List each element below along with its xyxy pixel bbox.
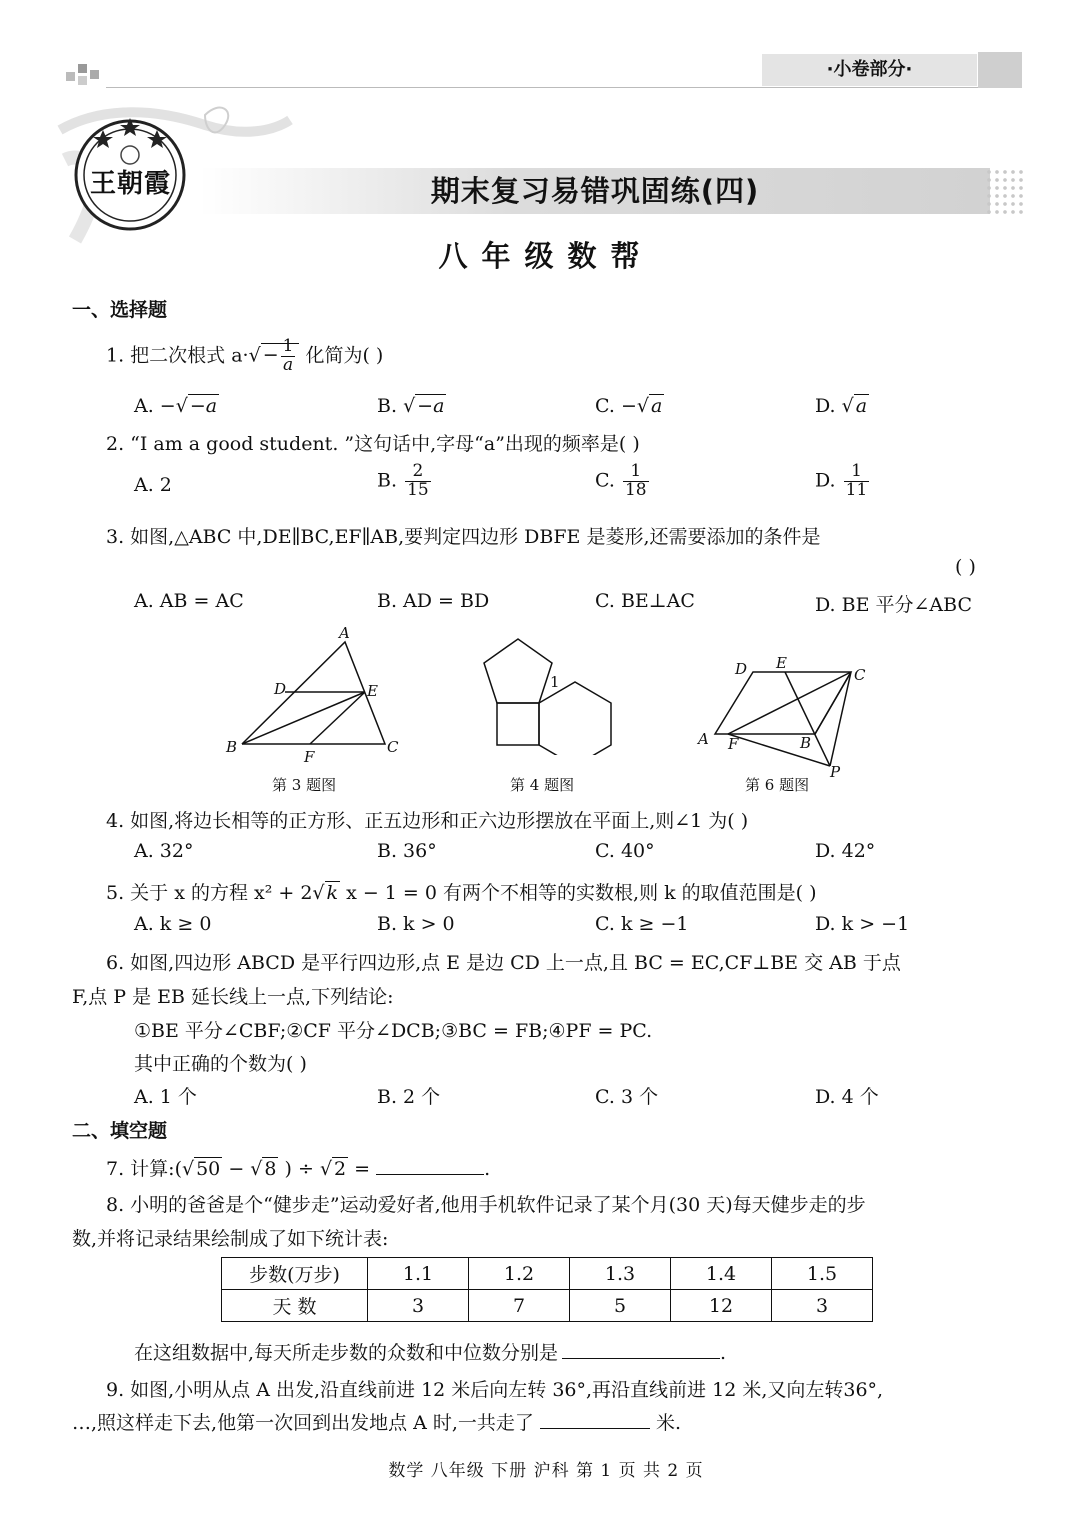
q2-option-d[interactable]: D. $\frac{1}{11}$ [815,461,868,500]
q5-option-a[interactable]: A. k ≥ 0 [134,913,212,935]
q3-option-b[interactable]: B. AD = BD [377,590,490,612]
question-8-ask: 在这组数据中,每天所走步数的众数和中位数分别是 . [134,1342,727,1364]
q5-option-d[interactable]: D. k > −1 [815,913,910,935]
figure-6-caption: 第 6 题图 [745,776,810,794]
q1-option-d[interactable]: D. √ a [815,395,868,417]
figure-4 [470,625,620,755]
figure-4-caption: 第 4 题图 [510,776,575,794]
section-heading-choice: 一、选择题 [72,299,168,321]
fig6-label-p: P [830,763,841,781]
figure-6 [695,652,885,782]
fig3-label-d: D [274,680,287,698]
fig3-label-f: F [304,748,315,766]
q9-answer-blank[interactable] [540,1410,650,1429]
question-8-line-2: 数,并将记录结果绘制成了如下统计表: [72,1228,389,1250]
q1-option-a[interactable]: A. −√ −a [134,395,218,417]
q4-option-c[interactable]: C. 40° [595,840,655,862]
question-3: 3. 如图,△ABC 中,DE∥BC,EF∥AB,要判定四边形 DBFE 是菱形,还需要添加的条件是 [106,526,821,548]
q1-text: 1. 把二次根式 a· [106,344,249,367]
q6-option-c[interactable]: C. 3 个 [595,1086,659,1108]
page-footer: 数学 八年级 下册 沪科 第 1 页 共 2 页 [388,1461,704,1481]
figure-3-caption: 第 3 题图 [272,776,337,794]
fig3-label-a: A [339,624,350,642]
question-4: 4. 如图,将边长相等的正方形、正五边形和正六边形摆放在平面上,则∠1 为( ) [106,810,749,832]
fig3-label-e: E [367,682,378,700]
banner-dots-decoration [985,168,1025,214]
question-1: 1. 把二次根式 a·√ − $\frac{1}{a}$ 化简为( ) [106,336,384,375]
fig3-label-c: C [387,738,399,756]
steps-table [221,1257,873,1322]
question-7: 7. 计算:(√ 50 − √ 8 ) ÷ √ 2 = . [106,1158,491,1180]
page-title: 期末复习易错巩固练(四) [430,174,760,208]
q5-option-c[interactable]: C. k ≥ −1 [595,913,689,935]
question-6-line-2: F,点 P 是 EB 延长线上一点,下列结论: [72,986,394,1008]
q3-option-a[interactable]: A. AB = AC [134,590,244,612]
q3-answer-paren: ( ) [955,556,976,578]
q8-answer-blank[interactable] [562,1340,720,1359]
q6-option-d[interactable]: D. 4 个 [815,1086,879,1108]
header-tab-block [978,52,1022,88]
fig6-label-b: B [800,734,812,752]
fig4-angle-label: 1 [550,673,560,691]
fig6-label-d: D [735,660,748,678]
question-8-line-1: 8. 小明的爸爸是个“健步走”运动爱好者,他用手机软件记录了某个月(30 天)每天健步走的步 [106,1194,866,1216]
q4-option-b[interactable]: B. 36° [377,840,437,862]
q2-option-a[interactable]: A. 2 [134,474,172,496]
q7-answer-blank[interactable] [376,1156,484,1175]
fig6-label-c: C [854,666,866,684]
question-9-line-2: …,照这样走下去,他第一次回到出发地点 A 时,一共走了 米. [72,1412,682,1434]
fig6-label-a: A [698,730,709,748]
question-9-line-1: 9. 如图,小明从点 A 出发,沿直线前进 12 米后向左转 36°,再沿直线前进 12 米,又向左转36°, [106,1379,884,1401]
fig6-label-f: F [728,735,739,753]
figure-3 [220,620,410,770]
question-6-line-1: 6. 如图,四边形 ABCD 是平行四边形,点 E 是边 CD 上一点,且 BC = EC,CF⊥BE 交 AB 于点 [106,952,901,974]
q5-option-b[interactable]: B. k > 0 [377,913,455,935]
table-row: 天 数 3 7 5 12 3 [222,1290,873,1322]
q2-option-c[interactable]: C. $\frac{1}{18}$ [595,461,647,500]
brand-logo-text: 王朝霞 [90,169,172,199]
question-6-prompt: 其中正确的个数为( ) [134,1053,307,1075]
sqrt-icon: √ [248,344,261,367]
q6-option-a[interactable]: A. 1 个 [134,1086,197,1108]
corner-dots-decoration [66,64,106,86]
fig6-label-e: E [776,654,787,672]
question-6-statements: ①BE 平分∠CBF;②CF 平分∠DCB;③BC = FB;④PF = PC. [134,1020,653,1042]
question-5: 5. 关于 x 的方程 x² + 2√ k x − 1 = 0 有两个不相等的实数根,则 k 的取值范围是( ) [106,882,817,904]
q2-option-b[interactable]: B. $\frac{2}{15}$ [377,461,429,500]
sqrt-icon: √ [312,882,325,904]
fig3-label-b: B [226,738,238,756]
section-tag: ·小卷部分· [762,54,977,86]
q4-option-a[interactable]: A. 32° [134,840,194,862]
q3-option-d[interactable]: D. BE 平分∠ABC [815,594,973,616]
q1-tail: 化简为( ) [305,344,384,367]
q3-option-c[interactable]: C. BE⊥AC [595,590,695,612]
page-subtitle: 八年级数帮 [438,239,654,273]
q6-option-b[interactable]: B. 2 个 [377,1086,441,1108]
question-2: 2. “I am a good student. ”这句话中,字母“a”出现的频率是( ) [106,433,640,455]
q1-option-b[interactable]: B. √ −a [377,395,445,417]
table-row: 步数(万步) 1.1 1.2 1.3 1.4 1.5 [222,1258,873,1290]
section-heading-fill: 二、填空题 [72,1120,168,1142]
q1-option-c[interactable]: C. −√ a [595,395,663,417]
header-rule [106,87,1022,88]
q4-option-d[interactable]: D. 42° [815,840,876,862]
